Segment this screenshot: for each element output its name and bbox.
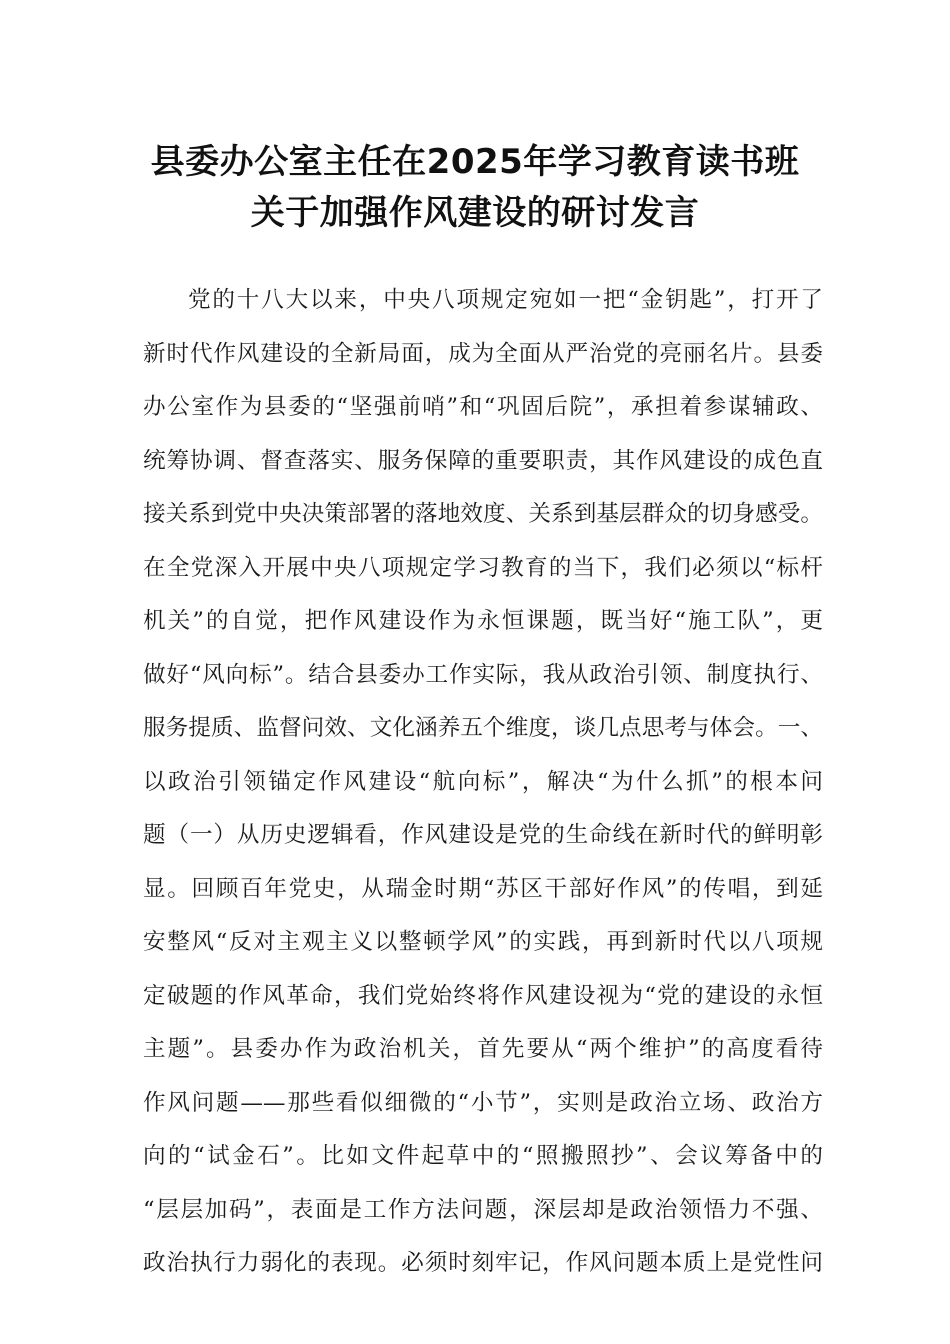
document-title-line-2: 关于加强作风建设的研讨发言 xyxy=(250,193,700,233)
document-body xyxy=(143,284,823,1301)
body-line: 显。回顾百年党史，从瑞金时期“苏区干部好作风”的传唱，到延 xyxy=(143,875,823,902)
body-line: 主题”。县委办作为政治机关，首先要从“两个维护”的高度看待 xyxy=(143,1036,823,1062)
body-line: “层层加码”，表面是工作方法问题，深层却是政治领悟力不强、 xyxy=(143,1196,823,1223)
body-line: 新时代作风建设的全新局面，成为全面从严治党的亮丽名片。县委 xyxy=(143,340,823,367)
body-line: 定破题的作风革命，我们党始终将作风建设视为“党的建设的永恒 xyxy=(143,982,823,1009)
body-line: 党的十八大以来，中央八项规定宛如一把“金钥匙”，打开了 xyxy=(188,287,823,313)
body-line: 安整风“反对主观主义以整顿学风”的实践，再到新时代以八项规 xyxy=(143,929,823,955)
body-line: 统筹协调、督查落实、服务保障的重要职责，其作风建设的成色直 xyxy=(143,447,823,474)
body-line: 在全党深入开展中央八项规定学习教育的当下，我们必须以“标杆 xyxy=(143,554,823,581)
body-line: 机关”的自觉，把作风建设作为永恒课题，既当好“施工队”，更 xyxy=(143,608,823,634)
body-line: 题（一）从历史逻辑看，作风建设是党的生命线在新时代的鲜明彰 xyxy=(143,822,823,848)
body-line: 做好“风向标”。结合县委办工作实际，我从政治引领、制度执行、 xyxy=(143,661,823,688)
body-line: 向的“试金石”。比如文件起草中的“照搬照抄”、会议筹备中的 xyxy=(143,1143,823,1169)
body-line: 以政治引领锚定作风建设“航向标”，解决“为什么抓”的根本问 xyxy=(143,768,823,795)
document-title-line-1: 县委办公室主任在2025年学习教育读书班 xyxy=(150,142,800,182)
body-line: 接关系到党中央决策部署的落地效度、关系到基层群众的切身感受。 xyxy=(143,501,823,527)
body-line: 政治执行力弱化的表现。必须时刻牢记，作风问题本质上是党性问 xyxy=(143,1250,823,1276)
body-line: 办公室作为县委的“坚强前哨”和“巩固后院”，承担着参谋辅政、 xyxy=(143,394,823,420)
body-line: 作风问题——那些看似细微的“小节”，实则是政治立场、政治方 xyxy=(143,1089,823,1116)
body-line: 服务提质、监督问效、文化涵养五个维度，谈几点思考与体会。一、 xyxy=(143,715,823,741)
